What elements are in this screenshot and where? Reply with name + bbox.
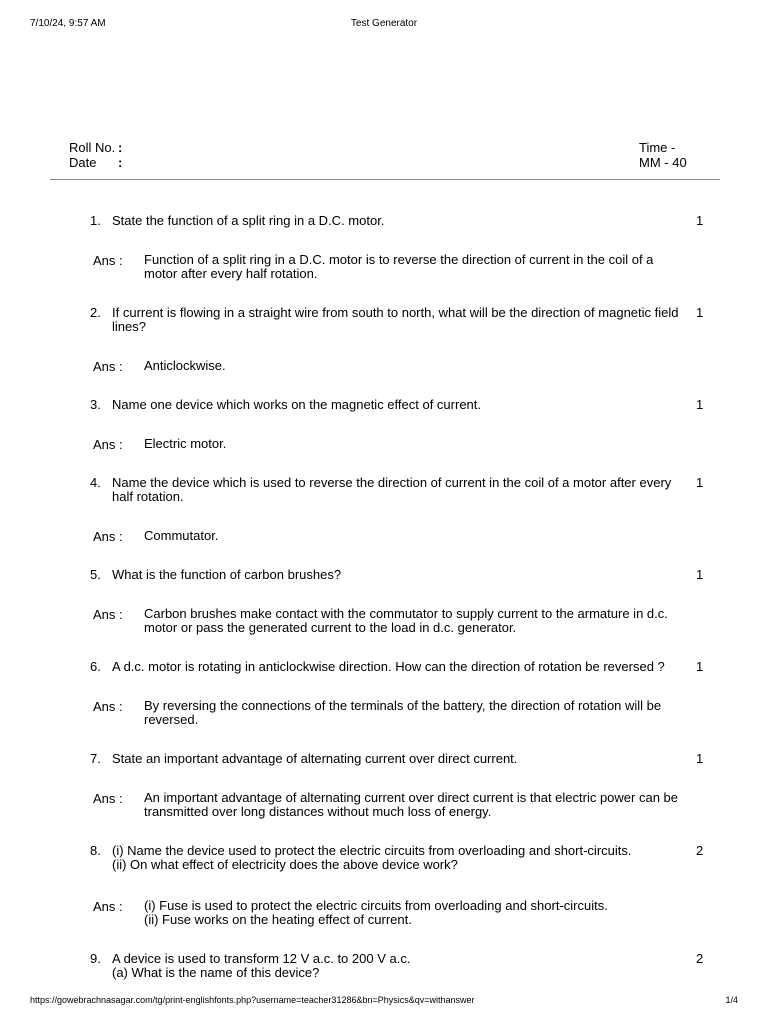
answer-label: Ans : [93,791,123,806]
answer-item [0,437,768,451]
question-item [0,306,768,334]
question-text: State an important advantage of alternating current over direct current. [112,751,518,766]
answer-text: By reversing the connections of the terminals of the battery, the direction of rotation will be reversed. [144,698,662,727]
question-item [0,398,768,412]
question-text: What is the function of carbon brushes? [112,567,342,582]
question-marks: 1 [696,213,704,228]
question-number: 5. [90,567,101,582]
header-divider [50,179,720,180]
question-text [112,844,686,872]
question-text: A d.c. motor is rotating in anticlockwise direction. How can the direction of rotation be reversed ? [112,659,665,674]
question-text-line: (a) What is the name of this device? [112,965,320,980]
question-marks: 1 [696,659,704,674]
question-item [0,660,768,674]
question-marks: 1 [696,475,704,490]
question-marks: 1 [696,751,704,766]
max-marks-label: MM - 40 [639,155,687,170]
question-item [0,952,768,980]
answer-item [0,529,768,543]
time-label: Time - [639,140,676,155]
question-marks: 1 [696,397,704,412]
roll-row [69,140,709,155]
answer-text: Carbon brushes make contact with the commutator to supply current to the armature in d.c. motor or pass the generated current to the load in d.c. generator. [144,606,668,635]
answer-text: An important advantage of alternating current over direct current is that electric power can be transmitted over long distances without much loss of energy. [144,790,679,819]
question-text: If current is flowing in a straight wire from south to north, what will be the direction of magnetic field lines? [112,305,679,334]
date-colon: : [118,155,123,170]
question-marks: 2 [696,951,704,966]
answer-item [0,253,768,281]
answer-item [0,699,768,727]
question-text [112,952,686,980]
roll-label: Roll No. [69,140,116,155]
question-text-line: (i) Name the device used to protect the electric circuits from overloading and short-circuits. [112,843,632,858]
question-number: 3. [90,397,101,412]
question-number: 4. [90,475,101,490]
print-datetime: 7/10/24, 9:57 AM [30,18,106,29]
question-number: 9. [90,951,101,966]
answer-item [0,607,768,635]
answer-text-line: (i) Fuse is used to protect the electric circuits from overloading and short-circuits. [144,898,608,913]
page-number: 1/4 [725,995,738,1005]
answer-label: Ans : [93,253,123,268]
test-meta [69,140,709,170]
answer-text: Anticlockwise. [144,358,226,373]
print-header [0,0,768,40]
question-text: Name the device which is used to reverse the direction of current in the coil of a motor after every half rotation. [112,475,672,504]
answer-label: Ans : [93,607,123,622]
answer-text-line: (ii) Fuse works on the heating effect of current. [144,912,412,927]
answer-text: Commutator. [144,528,219,543]
question-item [0,214,768,228]
roll-colon: : [118,140,123,155]
question-item [0,476,768,504]
question-number: 8. [90,843,101,858]
question-number: 7. [90,751,101,766]
question-text-line: A device is used to transform 12 V a.c. to 200 V a.c. [112,951,411,966]
answer-label: Ans : [93,699,123,714]
question-item [0,752,768,766]
question-number: 2. [90,305,101,320]
answer-text: Function of a split ring in a D.C. motor is to reverse the direction of current in the coil of a motor after every half rotation. [144,252,654,281]
question-text: State the function of a split ring in a D.C. motor. [112,213,385,228]
question-marks: 2 [696,843,704,858]
answer-text [144,899,684,927]
answer-item [0,359,768,373]
question-number: 6. [90,659,101,674]
question-text-line: (ii) On what effect of electricity does the above device work? [112,857,458,872]
print-title: Test Generator [350,18,418,29]
answer-label: Ans : [93,437,123,452]
question-item [0,568,768,582]
question-list [0,214,768,980]
question-marks: 1 [696,567,704,582]
question-text: Name one device which works on the magnetic effect of current. [112,397,482,412]
date-row [69,155,709,170]
answer-item [0,791,768,819]
question-number: 1. [90,213,101,228]
date-label: Date [69,155,97,170]
answer-label: Ans : [93,899,123,914]
question-item [0,844,768,872]
answer-text: Electric motor. [144,436,227,451]
answer-label: Ans : [93,359,123,374]
answer-label: Ans : [93,529,123,544]
page-url: https://gowebrachnasagar.com/tg/print-englishfonts.php?username=teacher31286&bn=Physics&qv=withanswer [30,995,475,1005]
question-marks: 1 [696,305,704,320]
answer-item [0,899,768,927]
